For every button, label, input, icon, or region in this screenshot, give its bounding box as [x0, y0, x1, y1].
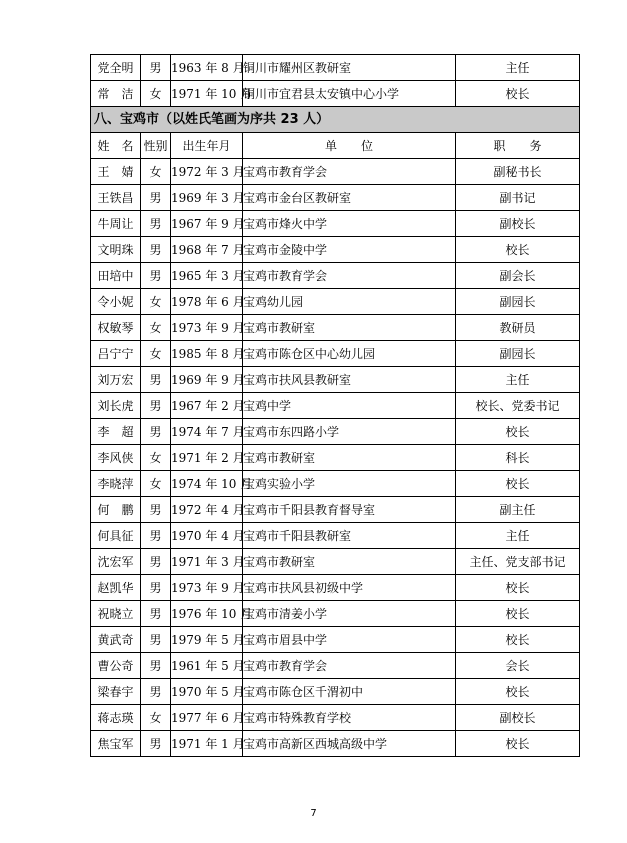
cell-unit: 宝鸡市教研室: [243, 549, 456, 575]
cell-unit: 宝鸡实验小学: [243, 471, 456, 497]
table-row: [91, 237, 580, 263]
cell-birth: 1970 年 5 月: [171, 679, 243, 705]
cell-birth: 1968 年 7 月: [171, 237, 243, 263]
cell-birth: 1970 年 4 月: [171, 523, 243, 549]
table-row: [91, 575, 580, 601]
table-row: [91, 289, 580, 315]
cell-role: 校长: [456, 731, 580, 757]
cell-name: 梁春宇: [91, 679, 141, 705]
cell-unit: 宝鸡市扶风县教研室: [243, 367, 456, 393]
cell-unit: 铜川市耀州区教研室: [243, 55, 456, 81]
cell-role: 副秘书长: [456, 159, 580, 185]
cell-gender: 男: [141, 263, 171, 289]
cell-unit: 宝鸡市陈仓区千渭初中: [243, 679, 456, 705]
table-row: [91, 81, 580, 107]
cell-gender: 男: [141, 419, 171, 445]
cell-birth: 1973 年 9 月: [171, 315, 243, 341]
cell-gender: 女: [141, 705, 171, 731]
cell-birth: 1978 年 6 月: [171, 289, 243, 315]
cell-unit: 宝鸡市特殊教育学校: [243, 705, 456, 731]
cell-role: 副会长: [456, 263, 580, 289]
cell-name: 黄武奇: [91, 627, 141, 653]
cell-unit: 宝鸡市金陵中学: [243, 237, 456, 263]
cell-unit: 宝鸡市东四路小学: [243, 419, 456, 445]
table-row: [91, 367, 580, 393]
cell-unit: 宝鸡市教育学会: [243, 159, 456, 185]
table-row: [91, 185, 580, 211]
cell-role: 副校长: [456, 705, 580, 731]
table-row: [91, 315, 580, 341]
cell-birth: 1971 年 3 月: [171, 549, 243, 575]
section-title-row: [91, 107, 580, 133]
previous-section-rows: [91, 55, 580, 107]
table-row: [91, 55, 580, 81]
cell-role: 校长: [456, 81, 580, 107]
cell-unit: 宝鸡市教研室: [243, 315, 456, 341]
cell-name: 沈宏军: [91, 549, 141, 575]
cell-role: 主任: [456, 55, 580, 81]
cell-unit: 宝鸡市千阳县教育督导室: [243, 497, 456, 523]
cell-gender: 女: [141, 315, 171, 341]
section-title: 八、宝鸡市（以姓氏笔画为序共 23 人）: [91, 107, 580, 133]
cell-unit: 宝鸡幼儿园: [243, 289, 456, 315]
cell-birth: 1969 年 3 月: [171, 185, 243, 211]
cell-name: 文明珠: [91, 237, 141, 263]
cell-role: 校长: [456, 237, 580, 263]
cell-role: 校长: [456, 575, 580, 601]
cell-gender: 女: [141, 471, 171, 497]
cell-birth: 1961 年 5 月: [171, 653, 243, 679]
cell-role: 会长: [456, 653, 580, 679]
cell-gender: 男: [141, 627, 171, 653]
cell-role: 副园长: [456, 289, 580, 315]
cell-gender: 男: [141, 55, 171, 81]
cell-name: 牛周让: [91, 211, 141, 237]
header-row: [91, 133, 580, 159]
table-row: [91, 523, 580, 549]
cell-birth: 1971 年 1 月: [171, 731, 243, 757]
cell-role: 校长: [456, 679, 580, 705]
cell-unit: 宝鸡市陈仓区中心幼儿园: [243, 341, 456, 367]
page-number: 7: [310, 808, 317, 819]
cell-role: 校长: [456, 627, 580, 653]
cell-role: 主任: [456, 367, 580, 393]
cell-role: 教研员: [456, 315, 580, 341]
header-role: 职 务: [456, 133, 580, 159]
cell-unit: 宝鸡市高新区西城高级中学: [243, 731, 456, 757]
cell-birth: 1963 年 8 月: [171, 55, 243, 81]
cell-gender: 男: [141, 185, 171, 211]
table-row: [91, 263, 580, 289]
cell-name: 李 超: [91, 419, 141, 445]
cell-gender: 男: [141, 523, 171, 549]
cell-role: 校长: [456, 471, 580, 497]
table-row: [91, 627, 580, 653]
cell-gender: 男: [141, 497, 171, 523]
cell-role: 副园长: [456, 341, 580, 367]
cell-unit: 宝鸡市烽火中学: [243, 211, 456, 237]
cell-birth: 1974 年 10 月: [171, 471, 243, 497]
cell-name: 常 洁: [91, 81, 141, 107]
cell-unit: 宝鸡市教育学会: [243, 263, 456, 289]
cell-name: 刘万宏: [91, 367, 141, 393]
cell-gender: 男: [141, 367, 171, 393]
cell-gender: 女: [141, 341, 171, 367]
cell-birth: 1976 年 10 月: [171, 601, 243, 627]
cell-name: 蒋志瑛: [91, 705, 141, 731]
cell-birth: 1965 年 3 月: [171, 263, 243, 289]
cell-name: 党全明: [91, 55, 141, 81]
table-row: [91, 341, 580, 367]
cell-role: 副校长: [456, 211, 580, 237]
table-row: [91, 393, 580, 419]
cell-role: 校长: [456, 419, 580, 445]
baoji-section: [91, 107, 580, 159]
cell-gender: 男: [141, 237, 171, 263]
cell-role: 主任: [456, 523, 580, 549]
cell-unit: 宝鸡市清姜小学: [243, 601, 456, 627]
cell-birth: 1972 年 4 月: [171, 497, 243, 523]
cell-birth: 1971 年 10 月: [171, 81, 243, 107]
cell-unit: 宝鸡市千阳县教研室: [243, 523, 456, 549]
cell-gender: 男: [141, 601, 171, 627]
table-row: [91, 497, 580, 523]
cell-gender: 男: [141, 549, 171, 575]
cell-role: 校长: [456, 601, 580, 627]
cell-unit: 宝鸡市扶风县初级中学: [243, 575, 456, 601]
cell-name: 李风侠: [91, 445, 141, 471]
cell-birth: 1974 年 7 月: [171, 419, 243, 445]
cell-name: 吕宁宁: [91, 341, 141, 367]
cell-gender: 女: [141, 81, 171, 107]
cell-gender: 男: [141, 731, 171, 757]
table-row: [91, 445, 580, 471]
cell-birth: 1985 年 8 月: [171, 341, 243, 367]
cell-role: 科长: [456, 445, 580, 471]
header-gender: 性别: [141, 133, 171, 159]
table-row: [91, 731, 580, 757]
cell-birth: 1979 年 5 月: [171, 627, 243, 653]
table-row: [91, 471, 580, 497]
table-row: [91, 705, 580, 731]
cell-gender: 男: [141, 653, 171, 679]
cell-unit: 宝鸡市教育学会: [243, 653, 456, 679]
cell-gender: 男: [141, 211, 171, 237]
cell-role: 校长、党委书记: [456, 393, 580, 419]
cell-name: 李晓萍: [91, 471, 141, 497]
table-row: [91, 159, 580, 185]
cell-unit: 铜川市宜君县太安镇中心小学: [243, 81, 456, 107]
table-row: [91, 601, 580, 627]
cell-name: 田培中: [91, 263, 141, 289]
cell-birth: 1967 年 9 月: [171, 211, 243, 237]
cell-birth: 1971 年 2 月: [171, 445, 243, 471]
cell-birth: 1972 年 3 月: [171, 159, 243, 185]
table-row: [91, 679, 580, 705]
cell-gender: 女: [141, 445, 171, 471]
cell-birth: 1969 年 9 月: [171, 367, 243, 393]
cell-name: 权敏琴: [91, 315, 141, 341]
roster-table: [90, 54, 580, 757]
table-row: [91, 653, 580, 679]
table-row: [91, 549, 580, 575]
table-row: [91, 211, 580, 237]
cell-name: 刘长虎: [91, 393, 141, 419]
cell-gender: 男: [141, 679, 171, 705]
header-name: 姓 名: [91, 133, 141, 159]
cell-gender: 女: [141, 159, 171, 185]
cell-gender: 女: [141, 289, 171, 315]
cell-unit: 宝鸡市教研室: [243, 445, 456, 471]
cell-name: 王 婧: [91, 159, 141, 185]
cell-unit: 宝鸡市眉县中学: [243, 627, 456, 653]
cell-unit: 宝鸡市金台区教研室: [243, 185, 456, 211]
cell-birth: 1977 年 6 月: [171, 705, 243, 731]
cell-gender: 男: [141, 393, 171, 419]
cell-name: 祝晓立: [91, 601, 141, 627]
cell-name: 令小妮: [91, 289, 141, 315]
cell-role: 主任、党支部书记: [456, 549, 580, 575]
cell-birth: 1973 年 9 月: [171, 575, 243, 601]
cell-name: 何具征: [91, 523, 141, 549]
header-birth: 出生年月: [171, 133, 243, 159]
cell-unit: 宝鸡中学: [243, 393, 456, 419]
cell-role: 副书记: [456, 185, 580, 211]
cell-name: 王铁昌: [91, 185, 141, 211]
cell-name: 曹公奇: [91, 653, 141, 679]
header-unit: 单 位: [243, 133, 456, 159]
baoji-rows: [91, 159, 580, 757]
table-row: [91, 419, 580, 445]
cell-name: 焦宝军: [91, 731, 141, 757]
cell-role: 副主任: [456, 497, 580, 523]
cell-birth: 1967 年 2 月: [171, 393, 243, 419]
cell-name: 何 鹏: [91, 497, 141, 523]
cell-name: 赵凯华: [91, 575, 141, 601]
cell-gender: 男: [141, 575, 171, 601]
